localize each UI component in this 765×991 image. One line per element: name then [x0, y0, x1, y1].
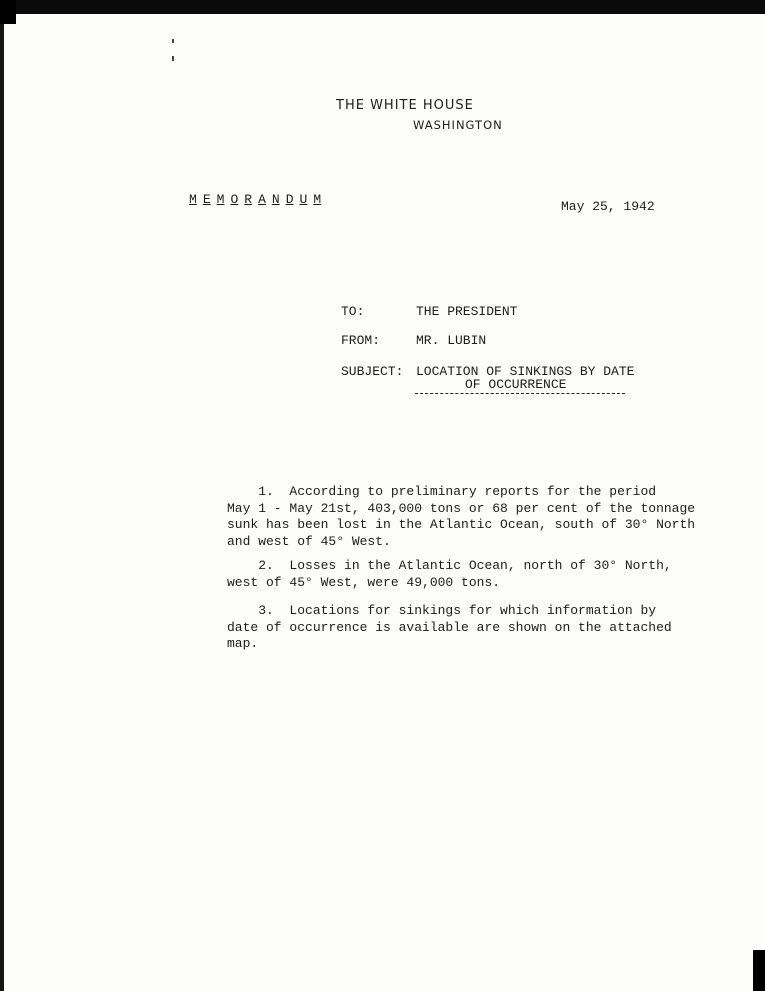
- from-label: FROM:: [341, 333, 381, 348]
- letterhead-city: WASHINGTON: [413, 118, 503, 132]
- memo-letter: U: [299, 192, 308, 207]
- memo-letter: D: [285, 192, 294, 207]
- to-label: TO:: [341, 304, 365, 319]
- memo-letter: M: [313, 192, 322, 207]
- memorandum-heading: [189, 192, 327, 207]
- memo-letter: O: [230, 192, 239, 207]
- memo-date: May 25, 1942: [561, 199, 655, 214]
- memo-letter: A: [258, 192, 266, 207]
- scan-corner-mark: [0, 0, 16, 24]
- letterhead-title: THE WHITE HOUSE: [336, 98, 474, 113]
- subject-underline: [415, 393, 625, 394]
- subject-label: SUBJECT:: [341, 364, 404, 379]
- subject-value-line1: LOCATION OF SINKINGS BY DATE: [416, 364, 635, 379]
- scan-left-edge: [0, 0, 4, 991]
- scan-speck: [172, 56, 174, 61]
- to-value: THE PRESIDENT: [416, 304, 518, 319]
- memo-letter: E: [202, 192, 211, 207]
- paragraph-1: 1. According to preliminary reports for the period May 1 - May 21st, 403,000 tons or 68 per cent of the tonnage sunk has been lost in the Atlantic Ocean, south of 30° North and west of 45° West.: [227, 484, 696, 549]
- paragraph-2: 2. Losses in the Atlantic Ocean, north of 30° North, west of 45° West, were 49,000 tons.: [227, 558, 672, 590]
- scan-right-edge-mark: [753, 950, 765, 991]
- paragraph-3: 3. Locations for sinkings for which information by date of occurrence is available are shown on the attached map.: [227, 603, 672, 651]
- from-value: MR. LUBIN: [416, 333, 487, 348]
- scan-speck: [172, 39, 174, 43]
- memo-letter: N: [271, 192, 280, 207]
- subject-value-line2: OF OCCURRENCE: [465, 377, 567, 392]
- scan-top-edge: [0, 0, 765, 14]
- memo-letter: M: [216, 192, 225, 207]
- memo-letter: M: [189, 192, 197, 207]
- memo-letter: R: [244, 192, 253, 207]
